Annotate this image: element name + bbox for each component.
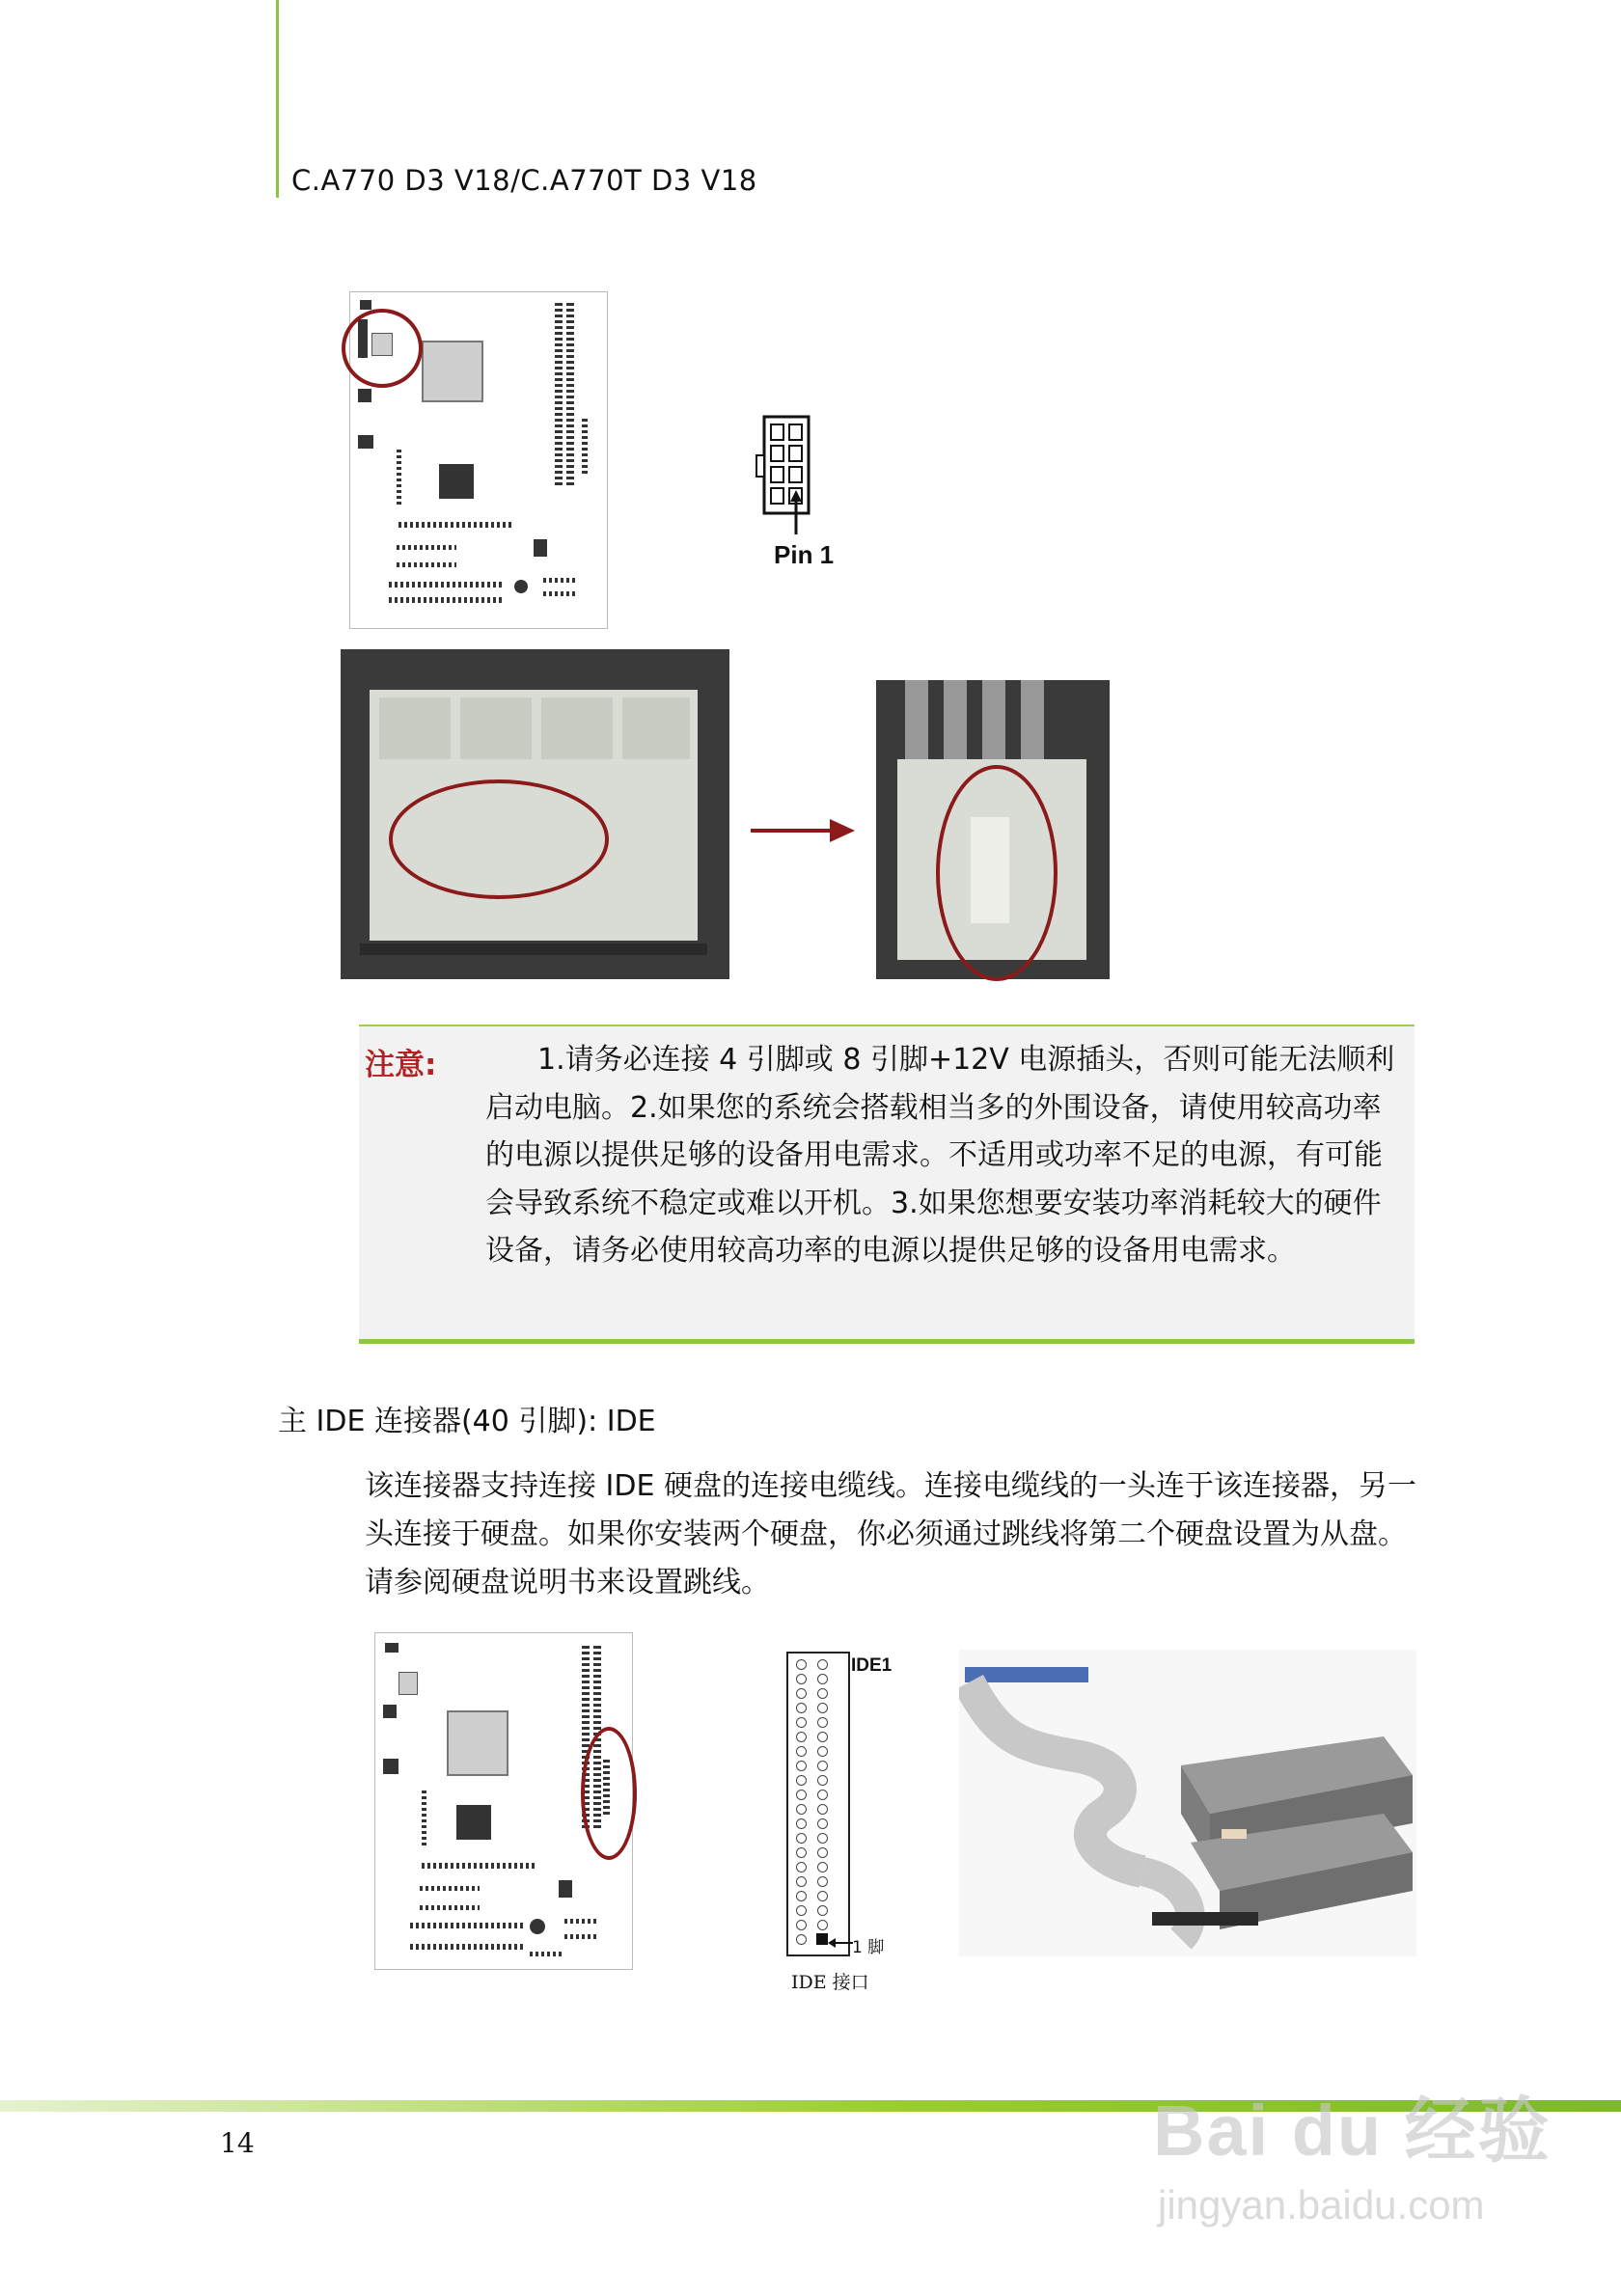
highlight-oval-latch-right (936, 765, 1058, 981)
arrow-line (751, 829, 834, 833)
page-number: 14 (220, 2127, 255, 2159)
ide1-label: IDE1 (851, 1655, 893, 1676)
baidu-watermark-logo: Bai du 经验 (1153, 2091, 1552, 2171)
header-accent-line (276, 0, 279, 198)
ide-cable-harddisk-illustration (959, 1650, 1416, 1956)
note-label: 注意: (365, 1048, 437, 1082)
model-title: C.A770 D3 V18/C.A770T D3 V18 (291, 164, 757, 197)
ide-header-pinout (786, 1652, 850, 1956)
ide-pin1-label: 1 脚 (852, 1938, 885, 1957)
power-connector-pinout-icon (753, 413, 814, 538)
pin1-arrow-icon (828, 1937, 853, 1949)
ide-section-heading: 主 IDE 连接器(40 引脚): IDE (278, 1405, 656, 1438)
arrow-right-icon (830, 819, 855, 842)
note-text: 1.请务必连接 4 引脚或 8 引脚+12V 电源插头，否则可能无法顺利启动电脑。2.如果您的系统会搭载相当多的外围设备，请使用较高功率的电源以提供足够的设备用电需求。不适用或功率不足的电源，有可能会导致系统不稳定或难以开机。3.如果您想要安装功率消耗较大的硬件设备，请务必使用较高功率的电源以提供足够的设备用电需求。 (485, 1043, 1395, 1268)
highlight-oval-latch-left (389, 779, 609, 899)
pin1-label: Pin 1 (774, 540, 835, 569)
highlight-oval-ide-connector (581, 1727, 637, 1860)
baidu-watermark-url: jingyan.baidu.com (1158, 2182, 1485, 2228)
ide-caption: IDE 接口 (791, 1972, 869, 1993)
ide-section-body: 该连接器支持连接 IDE 硬盘的连接电缆线。连接电缆线的一头连于该连接器，另一头连接于硬盘。如果你安装两个硬盘，你必须通过跳线将第二个硬盘设置为从盘。请参阅硬盘说明书来设置跳线。 (365, 1469, 1416, 1599)
highlight-oval-power-connector (342, 309, 423, 388)
